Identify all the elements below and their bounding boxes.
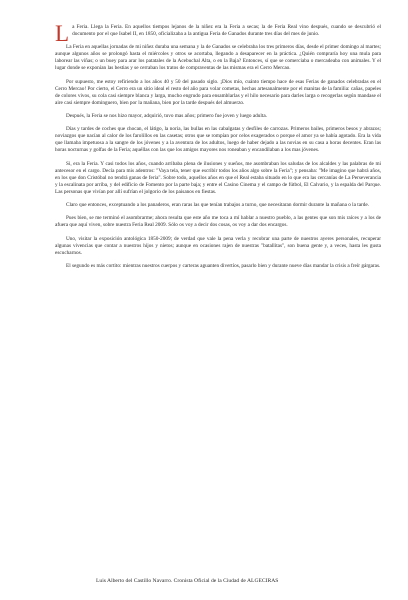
- paragraph-7: Claro que entonces, exceptuando a los panaderos, eran raras las que tenían trabajos a turno, que necesitaran dormir durante la mañana o la tarde.: [66, 202, 370, 209]
- paragraph-3: Por supuesto, me estoy refiriendo a los años 40 y 50 del pasado siglo. ¡Dios mío, cuánto tiempo hace de esas Ferias de ganados celebradas en el Cerro Mercao! Por cierto, el Cerro era un sitio ideal el resto del año para volar cometas, hechas artesanalmente por el manitas de la familia: cañas, papeles de colores vivos, su cola casi siempre blanca y larga, mucho engrudo para ensamblarlas y el hilo necesario para darles larga o recogerlas según mandase el aire casi siempre dominguero, bien por la mañana, bien por la tarde después del almuerzo.: [55, 78, 381, 106]
- drop-cap: L: [55, 21, 70, 46]
- paragraph-1-text: a Feria. Llega la Feria. En aquellos tiempos lejanos de la niñez era la Feria a secas; la de Feria Real vino después, cuando se descubrió el documento por el que Isabel II, en 1850, oficializaba a la antigua Feria de Ganados durante tres días del mes de junio.: [72, 24, 381, 38]
- author-signature: Luis Alberto del Castillo Navarro. Cronista Oficial de la Ciudad de ALGECIRAS: [96, 578, 279, 584]
- paragraph-5: Días y tardes de coches que chocan, el látigo, la noria, las bullas en las cabalgatas y desfiles de carrozas. Primeros bailes, primeros besos y abrazos; noviazgos que nacían al calor de los farolillos en las casetas; otros que se rompían por celos exagerados o porque el amor ya se había agotado. Era la vida que llamaba impetuosa a la sangre de los jóvenes y a la aventura de los adultos, luego de haber dejado a las novias en su casa a horas decentes. Eran las horas nocturnas y golfas de la Feria; aquéllas con las que los amigos mayores nos roneaban y encandilaban a los mas jóvenes.: [55, 126, 381, 154]
- paragraph-1: [55, 21, 381, 46]
- paragraph-10: El segundo es más cortito: mientras nuestros cuerpos y carteras aguanten divertíos, pasarlo bien y durante nueve días mandar la crisis a freír gárgaras.: [66, 262, 381, 269]
- paragraph-9: Uno, visitar la exposición antológica 1850-2009; de verdad que vale la pena verla y recobrar una parte de nuestros ayeres personales, recuperar algunas vivencias que contar a nuestros hijos y nietos; aunque en ocasiones rajen de nuestras "batallitas", son buena gente y, a veces, hasta les gusta escucharnos.: [55, 235, 381, 256]
- paragraph-4: Después, la Feria se nos hizo mayor, adquirió, tuvo mas años; primero fue joven y luego adulta.: [66, 113, 267, 120]
- paragraph-2: La Feria en aquellas jornadas de mi niñez duraba una semana y la de Ganados se celebraba los tres primeros días, desde el primer domingo al martes; aunque algunos años se prolongó hasta el miércoles y otros se acortaba, llegando a desaparecer en la práctica. ¿Quién compraría hoy una mula para laborear las viñas; o un buey para arar los patatales de la Acebuchal Alta, o en la Baja? Entonces, sí que se comerciaba o mercadeaba con animales. Y el lugar donde se exponían las bestias y se cerraban los tratos de compraventas de las mismas era el Cerro Mercao.: [55, 44, 381, 72]
- paragraph-6: Si, era la Feria. Y casi todos los años, cuando arribaba plena de ilusiones y sueños, me asombraban los saludas de los alcaldes y las palabras de mi antecesor en el cargo. Decía para mis adentros: "Vaya tela, tener que escribir todos los años algo sobre la Feria"; y pensaba: "Me imagino que habrá años, en los que don Cristóbal no tendrá ganas de feria". Sobre todo, aquellos años en que el Real estaba situado en lo que era las cercanías de La Perseverancia y la escalinata por arriba, y del edificio de Fomento por la parte baja; y entre el Casino Cinema y el campo de fútbol, El Calvario, y la espalda del Parque. Las personas que vivían por allí sufrían el jolgorio de los paisanos en fiestas.: [55, 160, 381, 195]
- paragraph-8: Pues bien, se me terminó el asombrarme; ahora resulta que este año me toca a mí hablar a nuestro pueblo, a las gentes que son mis raíces y a los de afuera que aquí viven, sobre nuestra Feria Real 2009. Sólo os voy a decir dos cosas, os voy a dar dos encargos.: [55, 215, 381, 229]
- article-body: [55, 21, 381, 276]
